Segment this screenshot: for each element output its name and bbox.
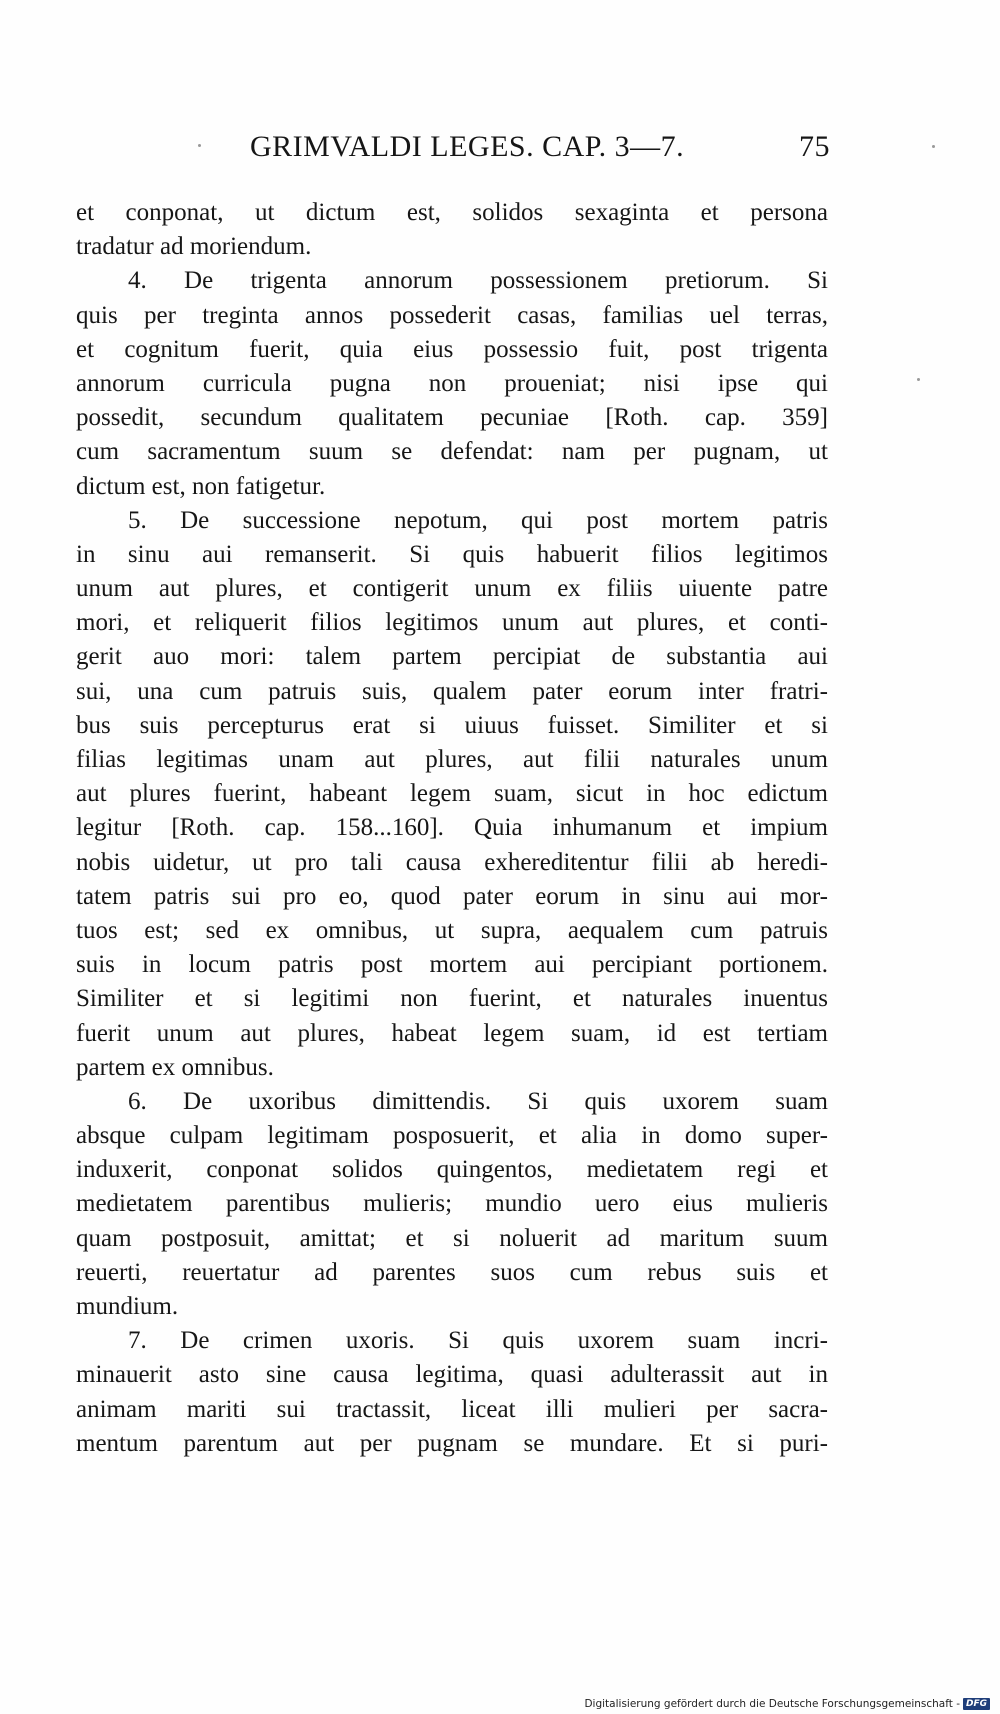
scan-speck: [932, 145, 935, 148]
body-text: [76, 196, 828, 1461]
text-line: et cognitum fuerit, quia eius possessio fuit, post trigenta: [76, 335, 828, 363]
text-line: et conponat, ut dictum est, solidos sexaginta et persona: [76, 199, 828, 226]
text-line: cum sacramentum suum se defendat: nam per pugnam, ut: [76, 438, 828, 466]
scan-speck: [917, 378, 920, 381]
section-4-heading: 4. De trigenta annorum possessionem pretiorum. Si: [128, 267, 828, 295]
text-line: quam postposuit, amittat; et si noluerit ad maritum suum: [76, 1224, 828, 1252]
running-title: GRIMVALDI LEGES. CAP. 3—7.: [250, 130, 685, 163]
text-line: absque culpam legitimam posposuerit, et alia in domo super-: [76, 1122, 828, 1150]
text-line: unum aut plures, et contigerit unum ex filiis uiuente patre: [76, 575, 828, 603]
text-line: suis in locum patris post mortem aui percipiant portionem.: [76, 951, 828, 979]
footer-text: Digitalisierung gefördert durch die Deutsche Forschungsgemeinschaft -: [584, 1698, 960, 1710]
running-head: [250, 130, 830, 170]
text-line: fuerit unum aut plures, habeat legem suam, id est tertiam: [76, 1019, 828, 1047]
text-line: annorum curricula pugna non proueniat; nisi ipse qui: [76, 369, 828, 397]
text-line: mundium.: [76, 1293, 179, 1320]
section-5-heading: 5. De successione nepotum, qui post mortem patris: [128, 506, 828, 534]
scan-speck: [198, 144, 201, 147]
text-line: dictum est, non fatigetur.: [76, 472, 326, 500]
text-line: minauerit asto sine causa legitima, quasi adulterassit aut in: [76, 1361, 828, 1389]
text-line: aut plures fuerint, habeant legem suam, sicut in hoc edictum: [76, 780, 828, 808]
page-number: 75: [799, 130, 830, 163]
text-line: partem ex omnibus.: [76, 1053, 274, 1081]
text-line: quis per treginta annos possederit casas, familias uel terras,: [76, 301, 828, 329]
text-line: tatem patris sui pro eo, quod pater eorum in sinu aui mor-: [76, 882, 828, 910]
text-line: mori, et reliquerit filios legitimos unum aut plures, et conti-: [76, 609, 828, 637]
text-line: legitur [Roth. cap. 158...160]. Quia inhumanum et impium: [76, 814, 828, 842]
text-line: induxerit, conponat solidos quingentos, medietatem regi et: [76, 1156, 828, 1184]
text-line: in sinu aui remanserit. Si quis habuerit filios legitimos: [76, 540, 828, 568]
text-line: bus suis percepturus erat si uiuus fuisset. Similiter et si: [76, 711, 828, 739]
text-line: gerit auo mori: talem partem percipiat de substantia aui: [76, 643, 828, 671]
text-line: tuos est; sed ex omnibus, ut supra, aequalem cum patruis: [76, 916, 828, 944]
text-line: mentum parentum aut per pugnam se mundare. Et si puri-: [76, 1429, 828, 1457]
text-line: filias legitimas unam aut plures, aut filii naturales unum: [76, 746, 828, 773]
text-line: medietatem parentibus mulieris; mundio uero eius mulieris: [76, 1190, 828, 1218]
text-line: sui, una cum patruis suis, qualem pater eorum inter fratri-: [76, 677, 828, 705]
text-line: tradatur ad moriendum.: [76, 233, 312, 261]
section-6-heading: 6. De uxoribus dimittendis. Si quis uxorem suam: [128, 1087, 828, 1115]
text-line: reuerti, reuertatur ad parentes suos cum rebus suis et: [76, 1258, 828, 1286]
section-7-heading: 7. De crimen uxoris. Si quis uxorem suam incri-: [128, 1327, 828, 1355]
text-line: Similiter et si legitimi non fuerint, et naturales inuentus: [76, 985, 828, 1013]
digitization-footer: [584, 1698, 990, 1710]
text-line: nobis uidetur, ut pro tali causa exhereditentur filii ab heredi-: [76, 848, 828, 876]
text-line: animam mariti sui tractassit, liceat illi mulieri per sacra-: [76, 1395, 828, 1423]
dfg-logo: DFG: [963, 1698, 990, 1710]
text-line: possedit, secundum qualitatem pecuniae [Roth. cap. 359]: [76, 404, 828, 432]
